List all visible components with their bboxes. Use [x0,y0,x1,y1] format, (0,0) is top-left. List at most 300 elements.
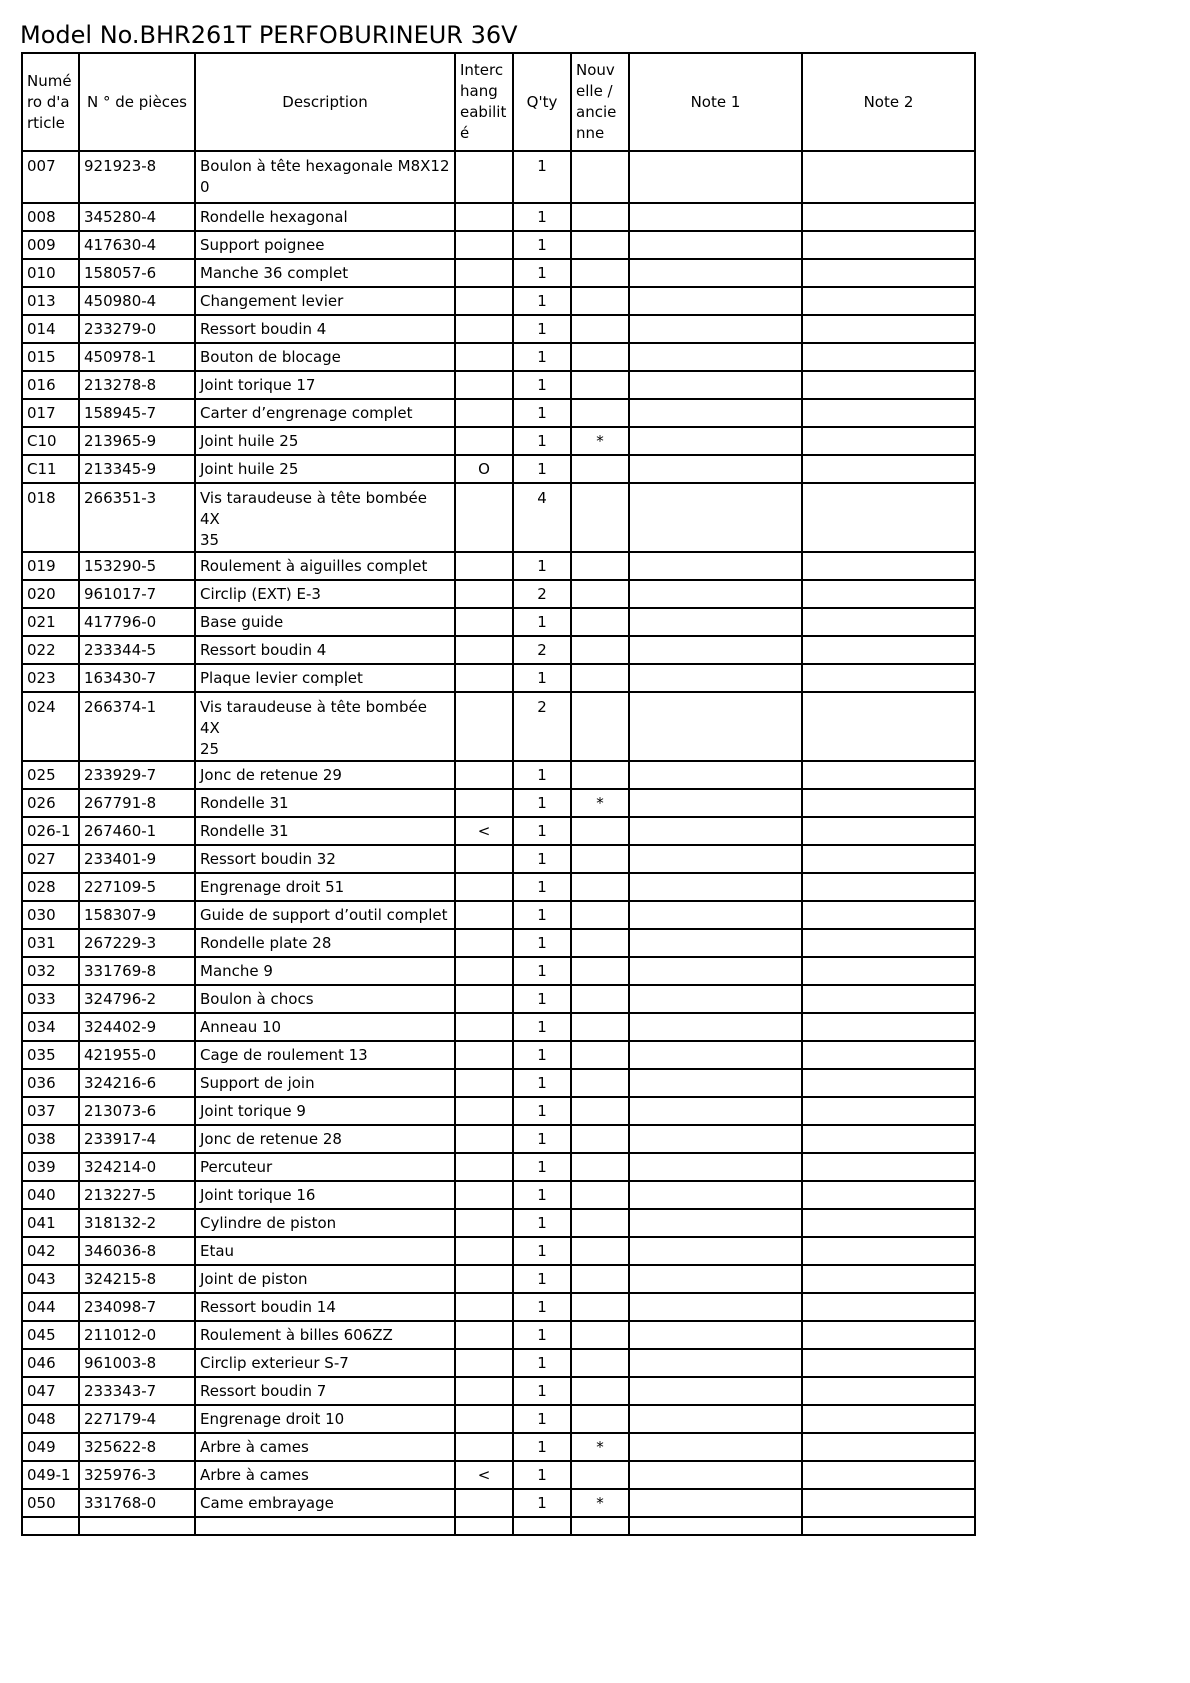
cell-note-1 [629,455,802,483]
cell-note-2 [802,929,975,957]
table-row [22,399,975,427]
cell-item-no: 015 [22,343,79,371]
cell-interchangeability [455,259,513,287]
cell-new-old [571,692,629,761]
cell-new-old [571,455,629,483]
cell-note-2 [802,1153,975,1181]
cell-item-no: 035 [22,1041,79,1069]
cell-part-no: 267229-3 [79,929,195,957]
table-row [22,1461,975,1489]
table-row [22,608,975,636]
table-row [22,259,975,287]
cell-part-no: 233929-7 [79,761,195,789]
cell-note-1 [629,1041,802,1069]
cell-description [195,1069,455,1097]
description-line: Rondelle 31 [200,794,289,812]
description-line: Anneau 10 [200,1018,282,1036]
cell-item-no: 046 [22,1349,79,1377]
cell-note-2 [802,427,975,455]
empty-cell [79,1517,195,1535]
cell-part-no: 318132-2 [79,1209,195,1237]
cell-note-1 [629,371,802,399]
cell-item-no: 049 [22,1433,79,1461]
cell-part-no: 233401-9 [79,845,195,873]
cell-interchangeability [455,761,513,789]
cell-qty: 1 [513,873,571,901]
cell-note-2 [802,873,975,901]
table-row [22,789,975,817]
cell-note-1 [629,1013,802,1041]
cell-description [195,761,455,789]
description-line: Joint huile 25 [200,460,299,478]
cell-qty: 4 [513,483,571,552]
cell-item-no: 025 [22,761,79,789]
cell-qty: 1 [513,1153,571,1181]
cell-item-no: 023 [22,664,79,692]
cell-qty: 1 [513,1433,571,1461]
cell-qty: 1 [513,1069,571,1097]
cell-part-no: 267460-1 [79,817,195,845]
cell-part-no: 266374-1 [79,692,195,761]
cell-description [195,1349,455,1377]
cell-note-1 [629,817,802,845]
cell-part-no: 213073-6 [79,1097,195,1125]
table-row [22,957,975,985]
table-row [22,427,975,455]
cell-note-1 [629,1377,802,1405]
cell-new-old: * [571,789,629,817]
cell-qty: 1 [513,315,571,343]
description-line: Roulement à billes 606ZZ [200,1326,393,1344]
cell-note-2 [802,985,975,1013]
table-row [22,873,975,901]
cell-note-2 [802,315,975,343]
table-row [22,287,975,315]
description-line: Rondelle 31 [200,822,289,840]
cell-qty: 1 [513,343,571,371]
cell-item-no: 044 [22,1293,79,1321]
cell-new-old: * [571,1489,629,1517]
table-row [22,845,975,873]
cell-qty: 1 [513,371,571,399]
table-row [22,1153,975,1181]
cell-new-old [571,371,629,399]
cell-item-no: 038 [22,1125,79,1153]
cell-item-no: 049-1 [22,1461,79,1489]
cell-interchangeability [455,1097,513,1125]
cell-note-1 [629,1153,802,1181]
cell-note-2 [802,1097,975,1125]
cell-note-2 [802,1321,975,1349]
cell-item-no: 009 [22,231,79,259]
cell-description [195,789,455,817]
cell-description [195,1377,455,1405]
cell-qty: 1 [513,552,571,580]
cell-new-old [571,259,629,287]
cell-item-no: 047 [22,1377,79,1405]
cell-interchangeability [455,1041,513,1069]
cell-item-no: 014 [22,315,79,343]
cell-new-old [571,1209,629,1237]
cell-new-old [571,1041,629,1069]
header-interchangeability: Interc hang eabilit é [455,53,513,151]
cell-description [195,1041,455,1069]
cell-qty: 1 [513,1041,571,1069]
cell-interchangeability [455,315,513,343]
cell-note-2 [802,1265,975,1293]
cell-part-no: 267791-8 [79,789,195,817]
cell-qty: 1 [513,845,571,873]
cell-description [195,287,455,315]
cell-qty: 2 [513,580,571,608]
cell-item-no: 026-1 [22,817,79,845]
cell-description [195,203,455,231]
cell-description [195,1321,455,1349]
description-line: Jonc de retenue 28 [200,1130,342,1148]
cell-qty: 1 [513,789,571,817]
empty-cell [629,1517,802,1535]
description-line: Ressort boudin 32 [200,850,336,868]
table-row [22,1293,975,1321]
table-row [22,1265,975,1293]
cell-part-no: 324216-6 [79,1069,195,1097]
cell-note-2 [802,483,975,552]
table-row [22,636,975,664]
cell-interchangeability [455,1069,513,1097]
cell-description [195,315,455,343]
cell-part-no: 158307-9 [79,901,195,929]
cell-description [195,151,455,203]
cell-qty: 1 [513,1181,571,1209]
cell-description [195,664,455,692]
cell-description [195,985,455,1013]
cell-description [195,929,455,957]
cell-part-no: 324214-0 [79,1153,195,1181]
cell-description [195,580,455,608]
cell-qty: 1 [513,1377,571,1405]
cell-interchangeability [455,608,513,636]
cell-note-1 [629,957,802,985]
cell-description [195,608,455,636]
cell-item-no: 010 [22,259,79,287]
cell-new-old [571,1405,629,1433]
cell-note-1 [629,203,802,231]
cell-interchangeability [455,580,513,608]
table-row [22,371,975,399]
cell-description [195,399,455,427]
table-row [22,315,975,343]
table-row [22,1041,975,1069]
parts-table [21,52,976,1536]
cell-note-2 [802,1293,975,1321]
cell-qty: 1 [513,957,571,985]
cell-note-1 [629,1321,802,1349]
cell-new-old [571,901,629,929]
cell-description [195,636,455,664]
cell-description [195,455,455,483]
cell-qty: 1 [513,1461,571,1489]
cell-part-no: 233344-5 [79,636,195,664]
cell-qty: 1 [513,608,571,636]
cell-note-1 [629,1461,802,1489]
description-line: Ressort boudin 4 [200,320,327,338]
cell-interchangeability [455,873,513,901]
cell-note-2 [802,1237,975,1265]
table-row [22,1349,975,1377]
cell-description [195,483,455,552]
cell-new-old [571,1461,629,1489]
cell-note-1 [629,287,802,315]
cell-part-no: 158057-6 [79,259,195,287]
cell-new-old [571,636,629,664]
cell-interchangeability [455,664,513,692]
cell-part-no: 324796-2 [79,985,195,1013]
cell-interchangeability [455,1153,513,1181]
description-line: Guide de support d’outil complet [200,906,448,924]
cell-description [195,1181,455,1209]
cell-item-no: 036 [22,1069,79,1097]
cell-note-1 [629,427,802,455]
cell-new-old [571,1069,629,1097]
cell-note-1 [629,929,802,957]
table-row [22,1433,975,1461]
description-line: Vis taraudeuse à tête bombée 4X [200,489,427,528]
description-line: Arbre à cames [200,1438,309,1456]
cell-description [195,901,455,929]
cell-new-old [571,873,629,901]
cell-qty: 1 [513,399,571,427]
description-line: 0 [200,178,210,196]
cell-qty: 1 [513,259,571,287]
description-line: Joint huile 25 [200,432,299,450]
cell-interchangeability [455,985,513,1013]
cell-qty: 1 [513,1349,571,1377]
cell-interchangeability [455,1209,513,1237]
header-item-no: Numé ro d'a rticle [22,53,79,151]
cell-item-no: 032 [22,957,79,985]
cell-part-no: 213227-5 [79,1181,195,1209]
description-line: Ressort boudin 7 [200,1382,327,1400]
description-line: Boulon à chocs [200,990,314,1008]
cell-part-no: 227179-4 [79,1405,195,1433]
cell-interchangeability: < [455,817,513,845]
cell-interchangeability [455,1013,513,1041]
cell-interchangeability [455,636,513,664]
cell-item-no: 021 [22,608,79,636]
cell-interchangeability: < [455,1461,513,1489]
cell-new-old [571,1237,629,1265]
cell-item-no: C11 [22,455,79,483]
cell-part-no: 346036-8 [79,1237,195,1265]
description-line: Support poignee [200,236,325,254]
cell-description [195,1209,455,1237]
cell-description [195,873,455,901]
cell-description [195,1293,455,1321]
table-row [22,1097,975,1125]
cell-note-2 [802,1125,975,1153]
table-row [22,580,975,608]
cell-new-old [571,985,629,1013]
cell-description [195,957,455,985]
cell-new-old [571,1321,629,1349]
cell-qty: 1 [513,427,571,455]
table-row [22,692,975,761]
table-row [22,151,975,203]
cell-qty: 1 [513,761,571,789]
cell-new-old [571,483,629,552]
cell-interchangeability [455,203,513,231]
description-line: Jonc de retenue 29 [200,766,342,784]
cell-qty: 1 [513,1097,571,1125]
table-row [22,901,975,929]
cell-new-old [571,1153,629,1181]
cell-new-old [571,399,629,427]
table-row [22,1013,975,1041]
table-row [22,664,975,692]
cell-new-old [571,151,629,203]
description-line: Boulon à tête hexagonale M8X12 [200,157,450,175]
cell-item-no: 031 [22,929,79,957]
cell-description [195,259,455,287]
table-row [22,203,975,231]
cell-interchangeability: O [455,455,513,483]
cell-note-2 [802,1013,975,1041]
cell-interchangeability [455,692,513,761]
table-row [22,1377,975,1405]
cell-description [195,1405,455,1433]
description-line: Bouton de blocage [200,348,341,366]
description-line: 35 [200,531,220,549]
cell-part-no: 421955-0 [79,1041,195,1069]
cell-note-1 [629,1097,802,1125]
cell-interchangeability [455,1265,513,1293]
cell-item-no: 037 [22,1097,79,1125]
cell-qty: 1 [513,1013,571,1041]
cell-interchangeability [455,1181,513,1209]
cell-item-no: 040 [22,1181,79,1209]
table-row [22,929,975,957]
cell-part-no: 158945-7 [79,399,195,427]
table-row [22,1489,975,1517]
cell-item-no: 018 [22,483,79,552]
cell-part-no: 233343-7 [79,1377,195,1405]
description-line: Ressort boudin 14 [200,1298,336,1316]
description-line: 25 [200,740,220,758]
cell-note-2 [802,957,975,985]
cell-note-1 [629,608,802,636]
cell-qty: 2 [513,636,571,664]
cell-interchangeability [455,1321,513,1349]
cell-note-2 [802,287,975,315]
cell-interchangeability [455,552,513,580]
cell-item-no: 043 [22,1265,79,1293]
cell-part-no: 234098-7 [79,1293,195,1321]
table-row [22,231,975,259]
cell-item-no: 027 [22,845,79,873]
cell-note-1 [629,873,802,901]
cell-note-1 [629,1293,802,1321]
cell-interchangeability [455,929,513,957]
cell-new-old [571,580,629,608]
cell-item-no: 017 [22,399,79,427]
description-line: Arbre à cames [200,1466,309,1484]
cell-description [195,1489,455,1517]
description-line: Support de join [200,1074,315,1092]
cell-interchangeability [455,287,513,315]
cell-description [195,1153,455,1181]
cell-new-old [571,1097,629,1125]
cell-note-1 [629,901,802,929]
cell-part-no: 325976-3 [79,1461,195,1489]
cell-note-1 [629,636,802,664]
table-row [22,552,975,580]
cell-note-1 [629,692,802,761]
description-line: Base guide [200,613,284,631]
description-line: Rondelle hexagonal [200,208,348,226]
cell-item-no: 026 [22,789,79,817]
cell-interchangeability [455,1125,513,1153]
cell-item-no: 024 [22,692,79,761]
cell-qty: 1 [513,1405,571,1433]
cell-interchangeability [455,1237,513,1265]
table-row [22,343,975,371]
cell-note-1 [629,664,802,692]
cell-note-2 [802,552,975,580]
cell-item-no: 048 [22,1405,79,1433]
cell-interchangeability [455,1405,513,1433]
cell-qty: 1 [513,817,571,845]
cell-part-no: 153290-5 [79,552,195,580]
description-line: Plaque levier complet [200,669,363,687]
cell-part-no: 417796-0 [79,608,195,636]
cell-note-2 [802,580,975,608]
cell-note-2 [802,636,975,664]
description-line: Rondelle plate 28 [200,934,332,952]
cell-interchangeability [455,343,513,371]
table-row [22,1321,975,1349]
cell-qty: 1 [513,985,571,1013]
cell-qty: 1 [513,287,571,315]
cell-new-old [571,231,629,259]
description-line: Came embrayage [200,1494,334,1512]
cell-interchangeability [455,901,513,929]
header-row [22,53,975,151]
cell-description [195,1013,455,1041]
cell-note-2 [802,399,975,427]
cell-item-no: 020 [22,580,79,608]
cell-new-old [571,1349,629,1377]
cell-note-2 [802,1181,975,1209]
table-row [22,985,975,1013]
cell-new-old [571,203,629,231]
cell-note-2 [802,1069,975,1097]
cell-part-no: 331768-0 [79,1489,195,1517]
cell-interchangeability [455,427,513,455]
cell-note-2 [802,151,975,203]
description-line: Cage de roulement 13 [200,1046,368,1064]
cell-interchangeability [455,371,513,399]
cell-interchangeability [455,845,513,873]
cell-item-no: 045 [22,1321,79,1349]
description-line: Vis taraudeuse à tête bombée 4X [200,698,427,737]
cell-part-no: 921923-8 [79,151,195,203]
cell-note-2 [802,664,975,692]
description-line: Engrenage droit 51 [200,878,345,896]
cell-new-old [571,315,629,343]
cell-note-1 [629,1265,802,1293]
cell-note-1 [629,259,802,287]
cell-note-2 [802,1209,975,1237]
